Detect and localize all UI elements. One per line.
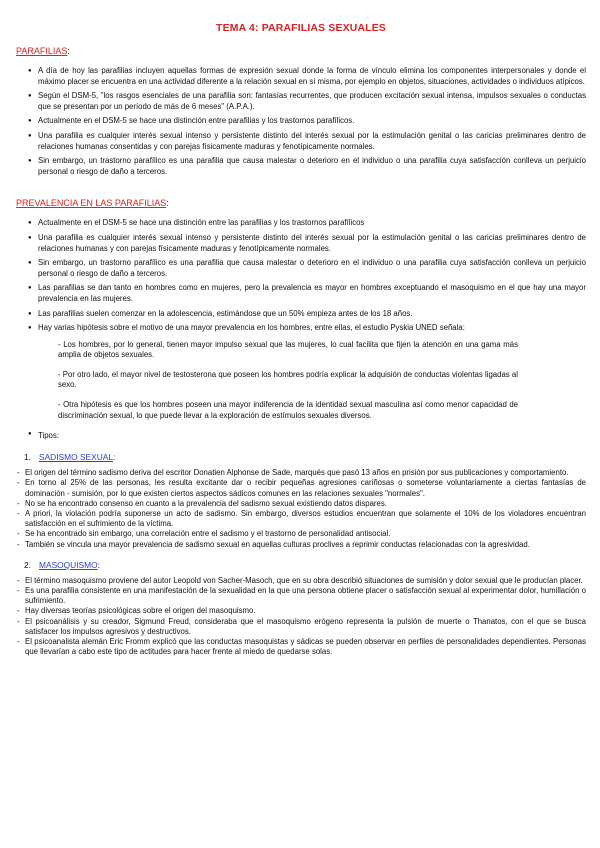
section-sadismo [16, 452, 586, 550]
hypothesis-paragraph: - Otra hipótesis es que los hombres poseen una mayor indiferencia de la identidad sexual masculina así como menor capacidad de discriminación sexual, lo que puede llevar a la exploración de estímulos sexuales diversos. [58, 400, 518, 420]
list-item: ● A día de hoy las parafilias incluyen aquellas formas de expresión sexual donde la forma de vínculo elimina los componentes interpersonales y donde el máximo placer se encuentra en una actividad diferente a la relación sexual en sí misma, por ejemplo en objetos, situaciones, actividades o individuos atípicos. [16, 66, 586, 87]
section-parafilias [16, 46, 586, 177]
list-item: ● Sin embargo, un trastorno parafílico es una parafilia que causa malestar o deterioro en el individuo o una parafilia cuya satisfacción conlleva un perjuicio personal o riesgo de daño a terceros. [16, 156, 586, 177]
list-item: ● Sin embargo, un trastorno parafílico es una parafilia que causa malestar o deterioro en el individuo o una parafilia cuya satisfacción conlleva un perjuicio personal o riesgo de daño a terceros. [16, 258, 586, 279]
list-item: ● Una parafilia es cualquier interés sexual intenso y persistente distinto del interés sexual por la estimulación genital o las caricias preliminares dentro de relaciones humanas y con parejas físicamente maduras y fenotípicamente normales. [16, 233, 586, 254]
list-item: - También se vincula una mayor prevalencia de sadismo sexual en aquellas culturas proclives a reprimir conductas relacionadas con la agresividad. [16, 540, 586, 550]
list-item: - Es una parafilia consistente en una manifestación de la sexualidad en la que una persona obtiene placer o satisfacción sexual al experimentar dolor, humillación o sufrimiento. [16, 586, 586, 606]
list-item: - El psicoanálisis y su creador, Sigmund Freud, consideraba que el masoquismo erógeno representa la pulsión de muerte o Thanatos, con el que se busca satisfacer los impulsos agresivos y destructivos. [16, 617, 586, 637]
list-item: ● Según el DSM-5, "los rasgos esenciales de una parafilia son: fantasías recurrentes, que producen excitación sexual intensa, impulsos sexuales o conductas que se presentan por un período de más de 6 meses" (A.P.A.). [16, 91, 586, 112]
list-item: ● Una parafilia es cualquier interés sexual intenso y persistente distinto del interés sexual por la estimulación genital o las caricias preliminares dentro de relaciones humanas consentidas y con parejas físicamente maduras y fenotípicamente normales. [16, 131, 586, 152]
page-title: TEMA 4: PARAFILIAS SEXUALES [216, 23, 386, 34]
list-item: - Se ha encontrado sin embargo, una correlación entre el sadismo y el trastorno de personalidad antisocial. [16, 529, 586, 539]
sadismo-link[interactable]: SADISMO SEXUAL [39, 452, 114, 463]
hypothesis-paragraph: - Los hombres, por lo general, tienen mayor impulso sexual que las mujeres, lo cual facilita que fijen la atención en una gama más amplia de objetos sexuales. [58, 339, 518, 360]
section-masoquismo [16, 560, 586, 658]
bullet-list [16, 218, 586, 333]
section-prevalencia [16, 198, 586, 440]
list-item: ● Hay varias hipótesis sobre el motivo de una mayor prevalencia en los hombres, entre ellas, el estudio Pyskia UNED señala: [16, 323, 586, 334]
hypotheses-block [58, 340, 518, 422]
list-item: ● Las parafilias se dan tanto en hombres como en mujeres, pero la prevalencia es mayor en hombres exceptuando el masoquismo en el que hay una mayor prevalencia en las mujeres. [16, 283, 586, 304]
tipos-label: ● Tipos: [16, 431, 586, 440]
masoquismo-link[interactable]: MASOQUISMO [39, 559, 98, 570]
list-item: - El origen del término sadismo deriva del escritor Donatien Alphonse de Sade, marqués que pasó 13 años en prisión por sus publicaciones y comportamiento. [16, 468, 586, 478]
section-heading: PREVALENCIA EN LAS PARAFILIAS: [16, 198, 169, 209]
hypothesis-paragraph: - Por otro lado, el mayor nivel de testosterona que poseen los hombres podría explicar la adquisión de conductas violentas ligadas al sexo. [58, 369, 518, 390]
dash-list [16, 468, 586, 550]
numbered-heading: 2. MASOQUISMO: [24, 559, 100, 570]
list-item: - Hay diversas teorías psicológicas sobre el origen del masoquismo. [16, 606, 586, 616]
dash-list [16, 576, 586, 658]
list-item: - El término masoquismo proviene del autor Leopold von Sacher-Masoch, que en su obra describió situaciones de sumisión y dolor sexual que le producían placer. [16, 576, 586, 586]
bullet-list [16, 66, 586, 177]
numbered-heading: 1. SADISMO SEXUAL: [24, 452, 116, 463]
list-item: ● Actualmente en el DSM-5 se hace una distinción entre parafilias y los trastornos parafílicos. [16, 116, 586, 127]
list-item: ● Actualmente en el DSM-5 se hace una distinción entre las parafilias y los trastornos parafílicos [16, 218, 586, 229]
list-item: - El psicoanalista alemán Eric Fromm explicó que las conductas masoquistas y sádicas se pueden observar en perfiles de personalidades dependientes. Personas que llevarían a cabo este tipo de actitudes para hacer frente al miedo de quedarse solas. [16, 637, 586, 657]
list-item: - En torno al 25% de las personas, les resulta excitante dar o recibir pequeñas agresiones cariñosas o someterse voluntariamente a ciertas fantasías de dominación - sumisión, por lo que existen ciertos aspectos sádicos comunes en las relaciones sexuales "normales". [16, 478, 586, 498]
list-item: ● Las parafilias suelen comenzar en la adolescencia, estimándose que un 50% empieza antes de los 18 años. [16, 309, 586, 320]
section-heading: PARAFILIAS: [16, 46, 70, 56]
list-item: - No se ha encontrado consenso en cuanto a la prevalencia del sadismo sexual existiendo datos dispares. [16, 499, 586, 509]
list-item: - A priori, la violación podría suponerse un acto de sadismo. Sin embargo, diversos estudios encuentran que solamente el 10% de los violadores encuentran satisfacción en el sufrimiento de la víctima. [16, 509, 586, 529]
